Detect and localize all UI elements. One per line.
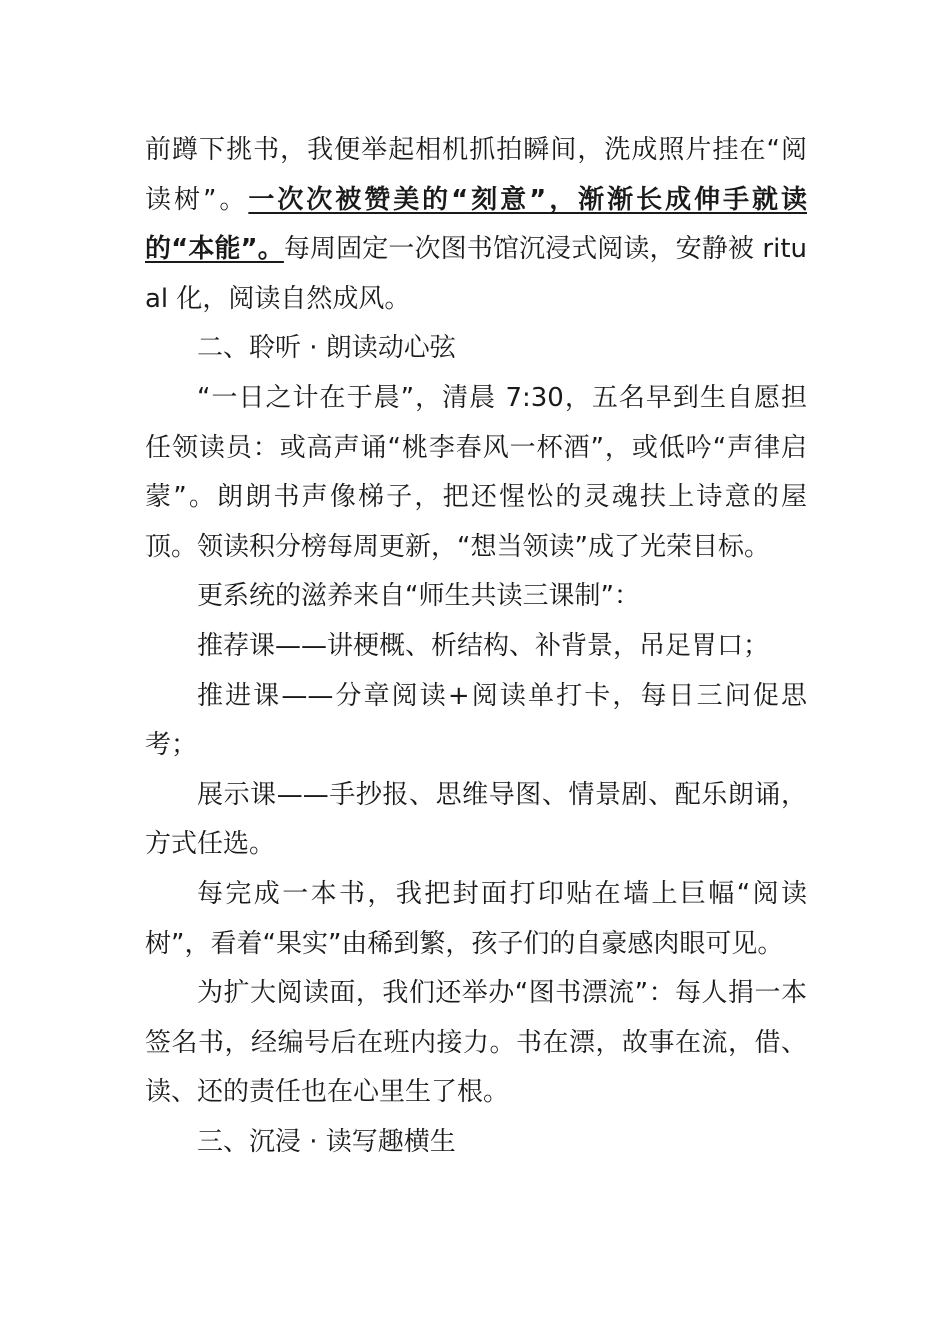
body-text — [145, 126, 807, 1167]
section-heading-2: 二、聆听 · 朗读动心弦 — [197, 333, 456, 364]
section-heading-3: 三、沉浸 · 读写趣横生 — [197, 1126, 456, 1157]
list-paragraph-showcase: 展示课——手抄报、思维导图、情景剧、配乐朗诵，方式任选。 — [145, 779, 807, 860]
list-paragraph-recommend: 推荐课——讲梗概、析结构、补背景，吊足胃口； — [197, 630, 770, 661]
text-run: 每周固定一次图书馆沉浸式阅读，安静被 ritual 化，阅读自然成风。 — [145, 234, 807, 314]
paragraph: 为扩大阅读面，我们还举办“图书漂流”：每人捐一本签名书，经编号后在班内接力。书在漂，故事在流，借、读、还的责任也在心里生了根。 — [145, 978, 807, 1108]
paragraph: 每完成一本书，我把封面打印贴在墙上巨幅“阅读树”，看着“果实”由稀到繁，孩子们的自豪感肉眼可见。 — [145, 878, 807, 959]
text-run: 前蹲下挑书，我便举起相机抓拍瞬间，洗成照片挂在“阅读树”。 — [145, 135, 807, 215]
paragraph: “一日之计在于晨”，清晨 7:30，五名早到生自愿担任领读员：或高声诵“桃李春风一杯酒”，或低吟“声律启蒙”。朗朗书声像梯子，把还惺忪的灵魂扶上诗意的屋顶。领读积分榜每周更新，“想当领读”成了光荣目标。 — [145, 382, 807, 562]
paragraph — [145, 126, 807, 324]
paragraph: 更系统的滋养来自“师生共读三课制”： — [197, 581, 640, 612]
list-paragraph-advance: 推进课——分章阅读+阅读单打卡，每日三问促思考； — [145, 680, 807, 761]
emphasized-text: 一次次被赞美的“刻意”，渐渐长成伸手就读的“本能”。 — [145, 184, 807, 265]
